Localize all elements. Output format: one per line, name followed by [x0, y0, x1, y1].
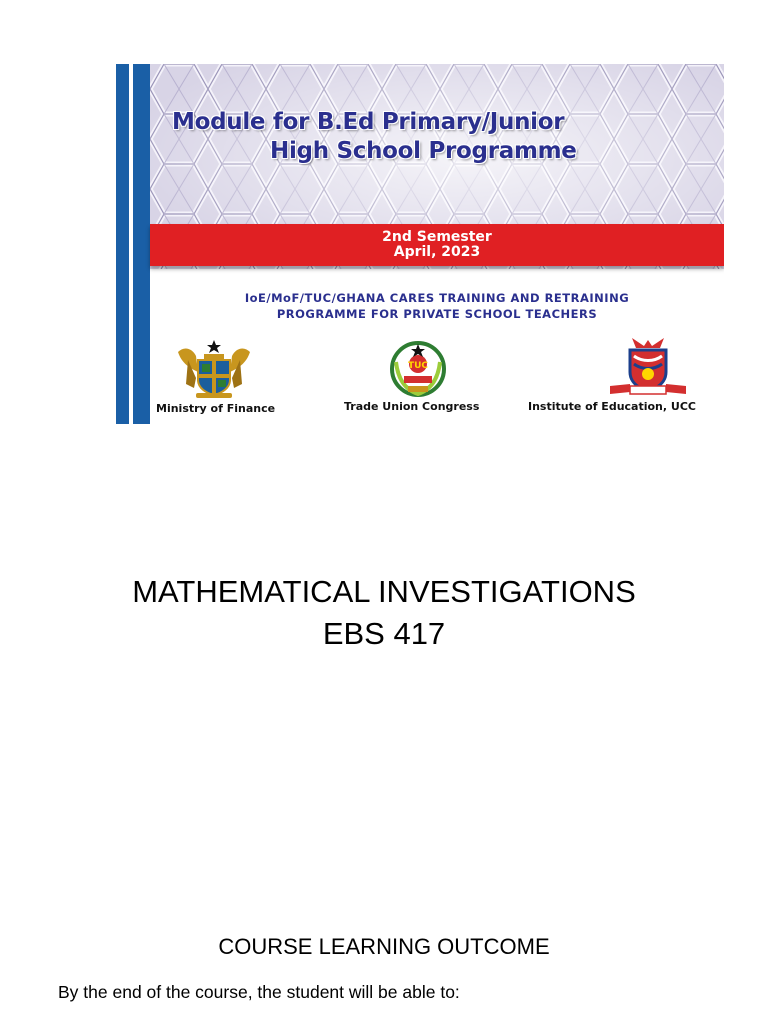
logo-label-ministry-of-finance: Ministry of Finance: [156, 402, 276, 415]
logo-label-institute-of-education-ucc: Institute of Education, UCC: [528, 400, 696, 413]
logo-label-trade-union-congress: Trade Union Congress: [344, 400, 480, 413]
programme-caption: [150, 290, 724, 322]
semester-label: 2nd Semester: [382, 229, 492, 245]
semester-date: April, 2023: [393, 244, 481, 260]
ucc-crest-icon: [608, 336, 688, 398]
tuc-emblem-icon: [386, 340, 450, 398]
module-title-line2: High School Programme: [270, 138, 577, 164]
intro-text: By the end of the course, the student will be able to:: [58, 982, 460, 1002]
module-cover-banner: [116, 64, 724, 424]
blue-side-bar: [116, 64, 129, 424]
blue-side-bar-inner: [133, 64, 150, 424]
ghana-coat-of-arms-icon: [174, 338, 254, 400]
programme-line1: IoE/MoF/TUC/GHANA CARES TRAINING AND RETRAINING: [244, 291, 630, 305]
course-title: MATHEMATICAL INVESTIGATIONS: [132, 574, 636, 609]
semester-band: [150, 224, 724, 266]
module-title-line1: Module for B.Ed Primary/Junior: [172, 109, 565, 135]
programme-line2: PROGRAMME FOR PRIVATE SCHOOL TEACHERS: [276, 307, 598, 321]
module-title: [172, 108, 577, 166]
svg-text:TUC: TUC: [407, 361, 429, 371]
course-code: EBS 417: [322, 616, 446, 651]
section-heading-learning-outcome: COURSE LEARNING OUTCOME: [218, 934, 550, 959]
